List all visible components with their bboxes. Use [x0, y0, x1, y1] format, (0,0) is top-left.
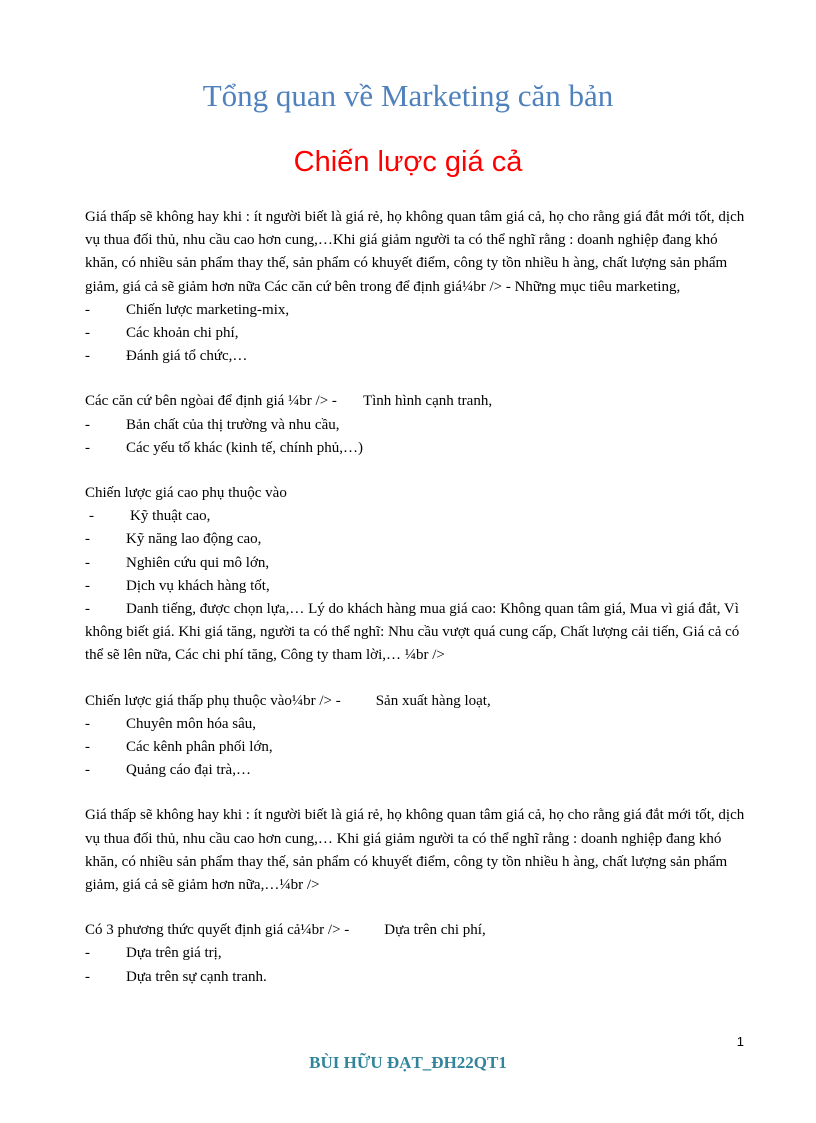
paragraph-external-factors [85, 390, 745, 413]
paragraph-high-price-strategy: Chiến lược giá cao phụ thuộc vào [85, 485, 287, 502]
bullet-dash: - [85, 715, 90, 732]
bullet-dash: - [85, 601, 90, 618]
bullet-dash: - [89, 508, 94, 525]
list-item [85, 736, 745, 759]
list-item [85, 713, 745, 736]
paragraph-low-price-intro: Giá thấp sẽ không hay khi : ít người biết là giá rẻ, họ không quan tâm giá cả, họ cho rằng giá đắt mới tốt, dịch vụ thua đối thủ, nhu cầu cao hơn cung,…Khi giá giảm người ta có thể nghĩ rằng : doanh nghiệp đang khó khăn, có nhiều sản phẩm thay thế, sản phẩm có khuyết điểm, công ty tồn nhiều h àng, chất lượng sản phẩm giảm, giá cả sẽ giảm hơn nữa Các căn cứ bên trong để định giá¼br /> - Những mục tiêu marketing, [85, 209, 745, 295]
bullet-dash: - [85, 325, 90, 342]
list-item-text: Dựa trên sự cạnh tranh. [126, 968, 267, 985]
list-item [85, 528, 745, 551]
list-item [85, 437, 745, 460]
list-item-text: Bản chất của thị trường và nhu cầu, [126, 416, 340, 433]
document-body [85, 206, 745, 989]
list-item [85, 552, 745, 575]
lead-text: Có 3 phương thức quyết định giá cả¼br /> - [85, 922, 350, 939]
list-item [85, 345, 745, 368]
bullet-dash: - [85, 301, 90, 318]
bullet-dash: - [85, 762, 90, 779]
bullet-dash: - [85, 531, 90, 548]
list-item [85, 299, 745, 322]
footer-author: BÙI HỮU ĐẠT_ĐH22QT1 [309, 1053, 507, 1072]
list-item-text: Dựa trên giá trị, [126, 945, 222, 962]
bullet-dash: - [85, 577, 90, 594]
paragraph-low-price-strategy [85, 690, 745, 713]
bullet-dash: - [85, 945, 90, 962]
list-item [85, 505, 745, 528]
page-number: 1 [736, 1034, 744, 1049]
list-item-text: Kỹ thuật cao, [130, 508, 211, 525]
list-item-text: Các khoản chi phí, [126, 325, 239, 342]
lead-tail-text: Dựa trên chi phí, [384, 922, 486, 939]
list-item-text: Các yếu tố khác (kinh tế, chính phủ,…) [126, 439, 364, 456]
list-item [85, 322, 745, 345]
list-item [85, 575, 745, 598]
lead-tail-text: Tình hình cạnh tranh, [362, 393, 493, 410]
list-item-text: Dịch vụ khách hàng tốt, [126, 577, 270, 594]
list-item-text: Danh tiếng, được chọn lựa,… Lý do khách hàng mua giá cao: Không quan tâm giá, Mua vì giá đắt, Vì không biết giá. Khi giá tăng, người ta có thể nghĩ: Nhu cầu vượt quá cung cấp, Chất lượng cải tiến, Giá cả có thể sẽ lên nữa, Các chi phí tăng, Công ty tham lời,… ¼br /> [85, 601, 740, 664]
list-item-text: Chiến lược marketing-mix, [126, 301, 290, 318]
list-item-text: Các kênh phân phối lớn, [126, 739, 273, 756]
list-item [85, 966, 745, 989]
list-item-long [85, 598, 745, 668]
list-item-text: Nghiên cứu qui mô lớn, [126, 554, 270, 571]
bullet-dash: - [85, 348, 90, 365]
bullet-dash: - [85, 416, 90, 433]
lead-tail-text: Sản xuất hàng loạt, [375, 692, 491, 709]
list-item [85, 942, 745, 965]
list-item [85, 759, 745, 782]
list-item-text: Đánh giá tổ chức,… [126, 348, 248, 365]
lead-text: Chiến lược giá thấp phụ thuộc vào¼br /> - [85, 692, 341, 709]
paragraph-pricing-methods [85, 919, 745, 942]
list-item-text: Chuyên môn hóa sâu, [126, 715, 256, 732]
list-item-text: Quảng cáo đại trà,… [126, 762, 251, 779]
bullet-dash: - [85, 439, 90, 456]
section-title: Chiến lược giá cả [293, 146, 523, 178]
page-title: Tổng quan về Marketing căn bản [202, 78, 614, 113]
lead-text: Các căn cứ bên ngòai để định giá ¼br /> - [85, 393, 337, 410]
paragraph-low-price-repeat: Giá thấp sẽ không hay khi : ít người biết là giá rẻ, họ không quan tâm giá cả, họ cho rằng giá đắt mới tốt, dịch vụ thua đối thủ, nhu cầu cao hơn cung,… Khi giá giảm người ta có thể nghĩ rằng : doanh nghiệp đang khó khăn, có nhiều sản phẩm thay thế, sản phẩm có khuyết điểm, công ty tồn nhiều h àng, chất lượng sản phẩm giảm, giá cả sẽ giảm hơn nữa,…¼br /> [85, 807, 745, 894]
bullet-dash: - [85, 968, 90, 985]
bullet-dash: - [85, 739, 90, 756]
bullet-dash: - [85, 554, 90, 571]
list-item [85, 414, 745, 437]
list-item-text: Kỹ năng lao động cao, [126, 531, 262, 548]
